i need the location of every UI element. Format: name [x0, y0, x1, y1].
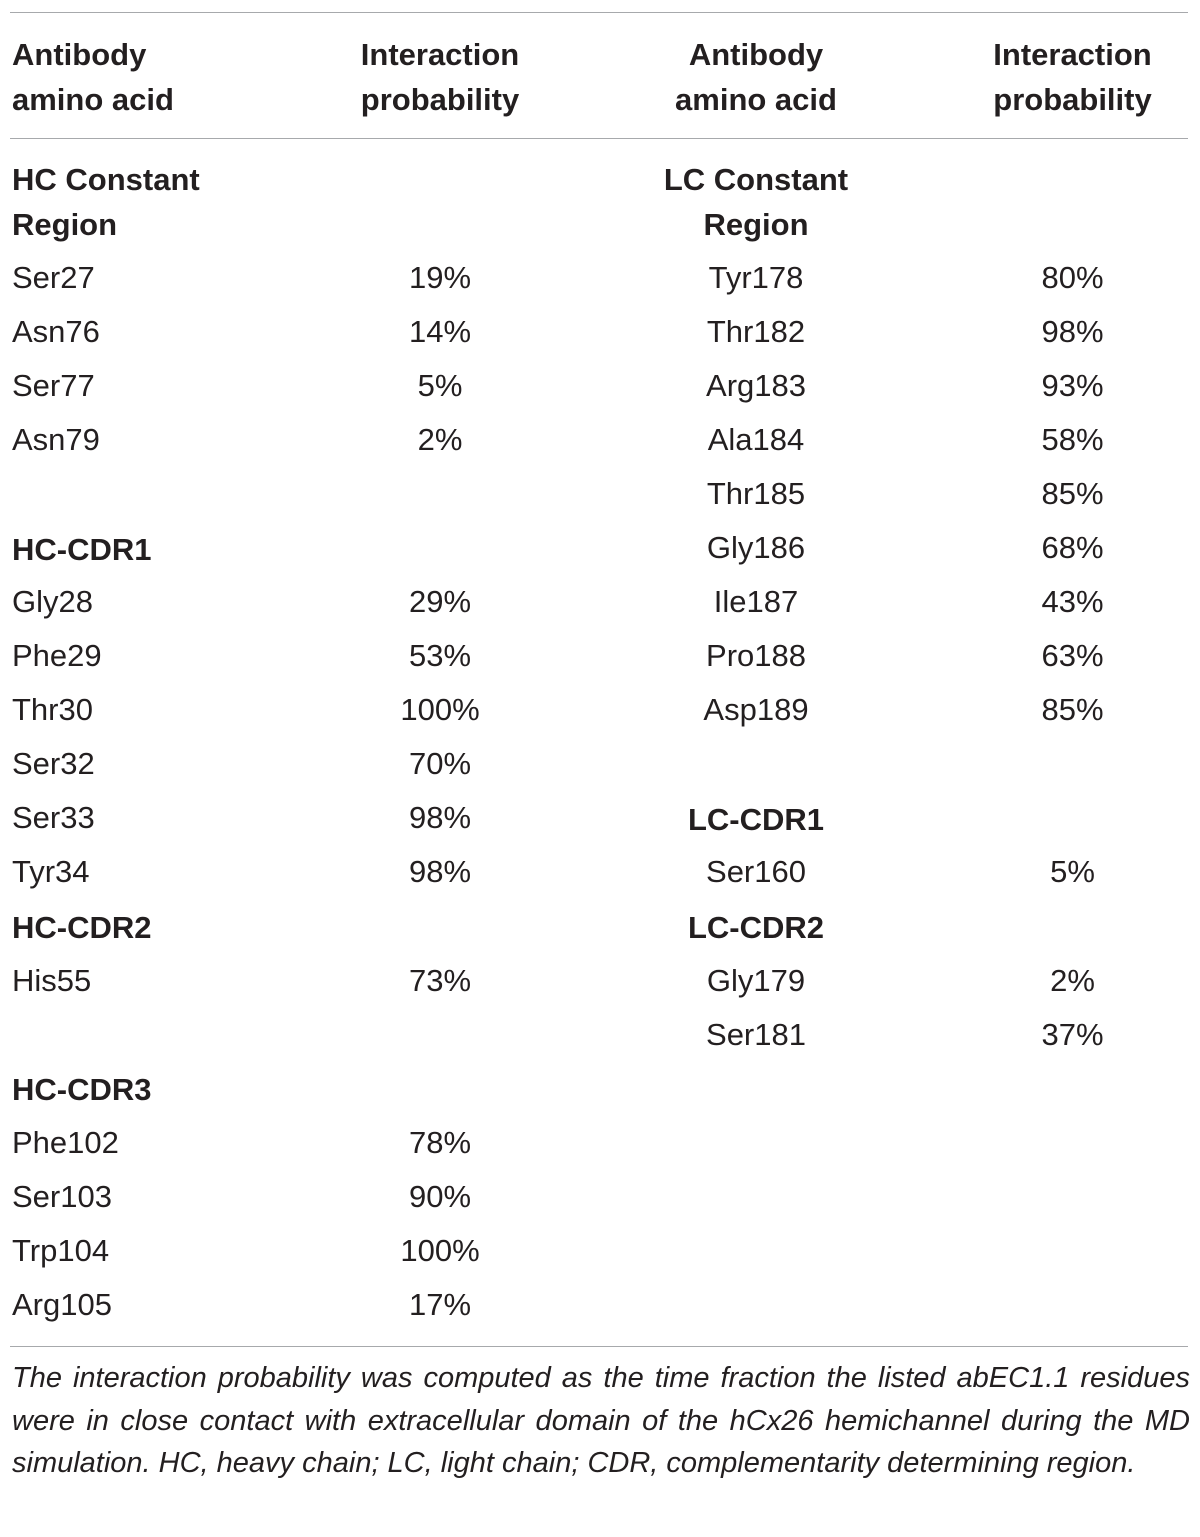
amino-acid-cell: Asn76: [12, 314, 100, 349]
header-antibody-amino-acid-right: [640, 32, 872, 122]
probability-cell: 14%: [408, 314, 472, 349]
header-line: probability: [360, 82, 520, 117]
probability-cell: 80%: [1041, 260, 1104, 295]
amino-acid-cell: Thr182: [706, 314, 806, 349]
amino-acid-cell: Phe102: [12, 1125, 119, 1160]
header-rule: [10, 138, 1188, 139]
amino-acid-cell: Ser32: [12, 746, 95, 781]
amino-acid-cell: Trp104: [12, 1233, 110, 1268]
amino-acid-cell: Gly28: [12, 584, 93, 619]
probability-cell: 85%: [1041, 476, 1104, 511]
amino-acid-cell: His55: [12, 963, 92, 998]
probability-cell: 93%: [1041, 368, 1104, 403]
probability-cell: 19%: [408, 260, 472, 295]
probability-cell: 2%: [1050, 963, 1095, 998]
probability-cell: 53%: [408, 638, 472, 673]
amino-acid-cell: Ser33: [12, 800, 95, 835]
amino-acid-cell: Ser160: [706, 854, 806, 889]
header-line: Antibody: [12, 37, 147, 72]
group-title-lc-constant: Region: [703, 207, 809, 242]
amino-acid-cell: Tyr178: [708, 260, 804, 295]
amino-acid-cell: Asn79: [12, 422, 100, 457]
amino-acid-cell: Ser103: [12, 1179, 112, 1214]
probability-cell: 100%: [400, 1233, 480, 1268]
amino-acid-cell: Gly179: [706, 963, 806, 998]
probability-cell: 5%: [417, 368, 463, 403]
amino-acid-cell: Ser181: [706, 1017, 806, 1052]
header-interaction-probability-right: [965, 32, 1180, 122]
amino-acid-cell: Phe29: [12, 638, 102, 673]
group-title-hc-constant: HC Constant: [12, 162, 200, 197]
group-title-hc-cdr2: HC-CDR2: [12, 910, 152, 945]
probability-cell: 98%: [408, 854, 472, 889]
top-rule: [10, 12, 1188, 13]
header-line: amino acid: [675, 82, 837, 117]
group-title-hc-cdr1: HC-CDR1: [12, 532, 152, 567]
probability-cell: 2%: [417, 422, 463, 457]
header-line: Antibody: [688, 37, 824, 72]
group-title-hc-constant: Region: [12, 207, 118, 242]
table-footnote: The interaction probability was computed as the time fraction the listed abEC1.1 residues were in close contact with extracellular domain of the hCx26 hemichannel during the MD simulation. HC, heavy chain; LC, light chain; CDR, complementarity determining region.: [12, 1362, 1190, 1479]
amino-acid-cell: Thr185: [706, 476, 806, 511]
probability-cell: 73%: [408, 963, 472, 998]
group-title-hc-cdr3: HC-CDR3: [12, 1072, 152, 1107]
amino-acid-cell: Thr30: [12, 692, 93, 727]
probability-cell: 98%: [408, 800, 472, 835]
probability-cell: 68%: [1041, 530, 1104, 565]
amino-acid-cell: Pro188: [706, 638, 806, 673]
amino-acid-cell: Ala184: [707, 422, 805, 457]
amino-acid-cell: Arg105: [12, 1287, 112, 1322]
probability-cell: 5%: [1050, 854, 1095, 889]
header-antibody-amino-acid-left: [12, 32, 342, 122]
probability-cell: 98%: [1041, 314, 1104, 349]
probability-cell: 78%: [408, 1125, 472, 1160]
probability-cell: 17%: [408, 1287, 472, 1322]
amino-acid-cell: Asp189: [703, 692, 809, 727]
probability-cell: 70%: [408, 746, 472, 781]
header-line: amino acid: [12, 82, 174, 117]
probability-cell: 43%: [1041, 584, 1104, 619]
group-title-lc-cdr1: LC-CDR1: [687, 802, 825, 837]
amino-acid-cell: Tyr34: [12, 854, 90, 889]
header-line: Interaction: [993, 37, 1152, 72]
probability-cell: 63%: [1041, 638, 1104, 673]
group-title-lc-cdr2: LC-CDR2: [687, 910, 825, 945]
header-line: Interaction: [360, 37, 520, 72]
probability-cell: 58%: [1041, 422, 1104, 457]
probability-cell: 90%: [408, 1179, 472, 1214]
group-title-lc-constant: LC Constant: [663, 162, 849, 197]
amino-acid-cell: Ile187: [713, 584, 799, 619]
probability-cell: 100%: [400, 692, 480, 727]
amino-acid-cell: Gly186: [706, 530, 806, 565]
header-interaction-probability-left: [340, 32, 540, 122]
probability-cell: 37%: [1041, 1017, 1104, 1052]
bottom-rule: [10, 1346, 1188, 1347]
amino-acid-cell: Arg183: [706, 368, 806, 403]
amino-acid-cell: Ser77: [12, 368, 95, 403]
probability-cell: 85%: [1041, 692, 1104, 727]
header-line: probability: [993, 82, 1152, 117]
probability-cell: 29%: [408, 584, 472, 619]
amino-acid-cell: Ser27: [12, 260, 95, 295]
